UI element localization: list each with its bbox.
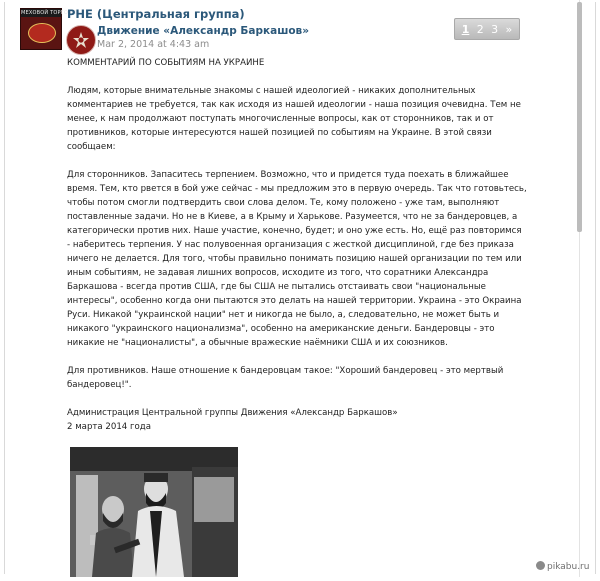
post-body [67,56,527,434]
author-avatar[interactable] [66,25,96,55]
post-author-link[interactable]: Движение «Александр Баркашов» [97,25,309,37]
pikabu-logo-icon [536,561,545,570]
post-title: КОММЕНТАРИЙ ПО СОБЫТИЯМ НА УКРАИНЕ [67,58,265,68]
watermark [536,561,589,572]
group-name-link[interactable]: РНЕ (Центральная группа) [67,7,245,21]
post-paragraph: Людям, которые внимательные знакомы с нашей идеологией - никаких дополнительных комментариев не требуется, так как исходя из нашей идеологии - наша позиция очевидна. Тем не менее, к нам продолжают поступать многочисленные вопросы, как от сторонников, так и от противников, которые интересуются нашей позицией по событиям на Украине. В этой связи сообщаем: [67,86,521,152]
group-avatar[interactable] [20,8,80,50]
post-signature: Администрация Центральной группы Движения «Александр Баркашов» [67,408,398,418]
photo-pager [454,18,520,40]
post-paragraph: Для противников. Наше отношение к бандеровцам такое: "Хороший бандеровец - это мертвый бандеровец!". [67,366,504,390]
pager-page-1[interactable]: 1 [461,22,470,36]
pager-page-2[interactable]: 2 [476,22,484,36]
watermark-text: pikabu.ru [547,562,590,572]
photo-attachment[interactable] [70,447,238,577]
post-signature-date: 2 марта 2014 года [67,422,151,432]
scrollbar[interactable] [577,0,582,577]
photo-attachment-icon [70,447,238,577]
scrollbar-thumb[interactable] [577,2,582,232]
group-avatar-caption: МЕХОВОЙ ТОРГОВЕЦ [21,10,80,16]
post-paragraph: Для сторонников. Запаситесь терпением. Возможно, что и придется туда поехать в ближайшее время. Тем, кто рвется в бой уже сейчас - мы предложим это в первую очередь. Так что готовьтесь, чтобы потом смогли подтвердить свои слова делом. Те, кому положено - уже там, выполняют поставленные задачи. Но не в Киеве, а в Крыму и Харькове. Разумеется, что не за бандеровцев, а категорически против них. Наше участие, конечно, будет; и оно уже есть. Но, ещё раз повторимся - наберитесь терпения. У нас полувоенная организация с жесткой дисциплиной, где без приказа ничего не делается. Для того, чтобы правильно понимать позицию нашей организации по тем или иным событиям, не задавая лишних вопросов, исходите из того, что соратники Александра Баркашова - всегда против США, где бы США не пытались отстаивать свои "национальные интересы", особенно когда они пытаются это делать на нашей территории. Украина - это Окраина Руси. Никакой "украинской нации" нет и никогда не было, а, следовательно, не может быть и никакого "украинского национализма", особенно на американские деньги. Бандеровцы - это никакие не "националисты", а обычные вражеские наёмники США и их союзников. [67,170,527,348]
pager-next-icon[interactable]: » [505,22,513,36]
pager-page-3[interactable]: 3 [491,22,499,36]
group-avatar-emblem-icon [28,23,56,43]
post-date[interactable]: Mar 2, 2014 at 4:43 am [97,39,210,50]
emblem-icon [71,30,91,50]
